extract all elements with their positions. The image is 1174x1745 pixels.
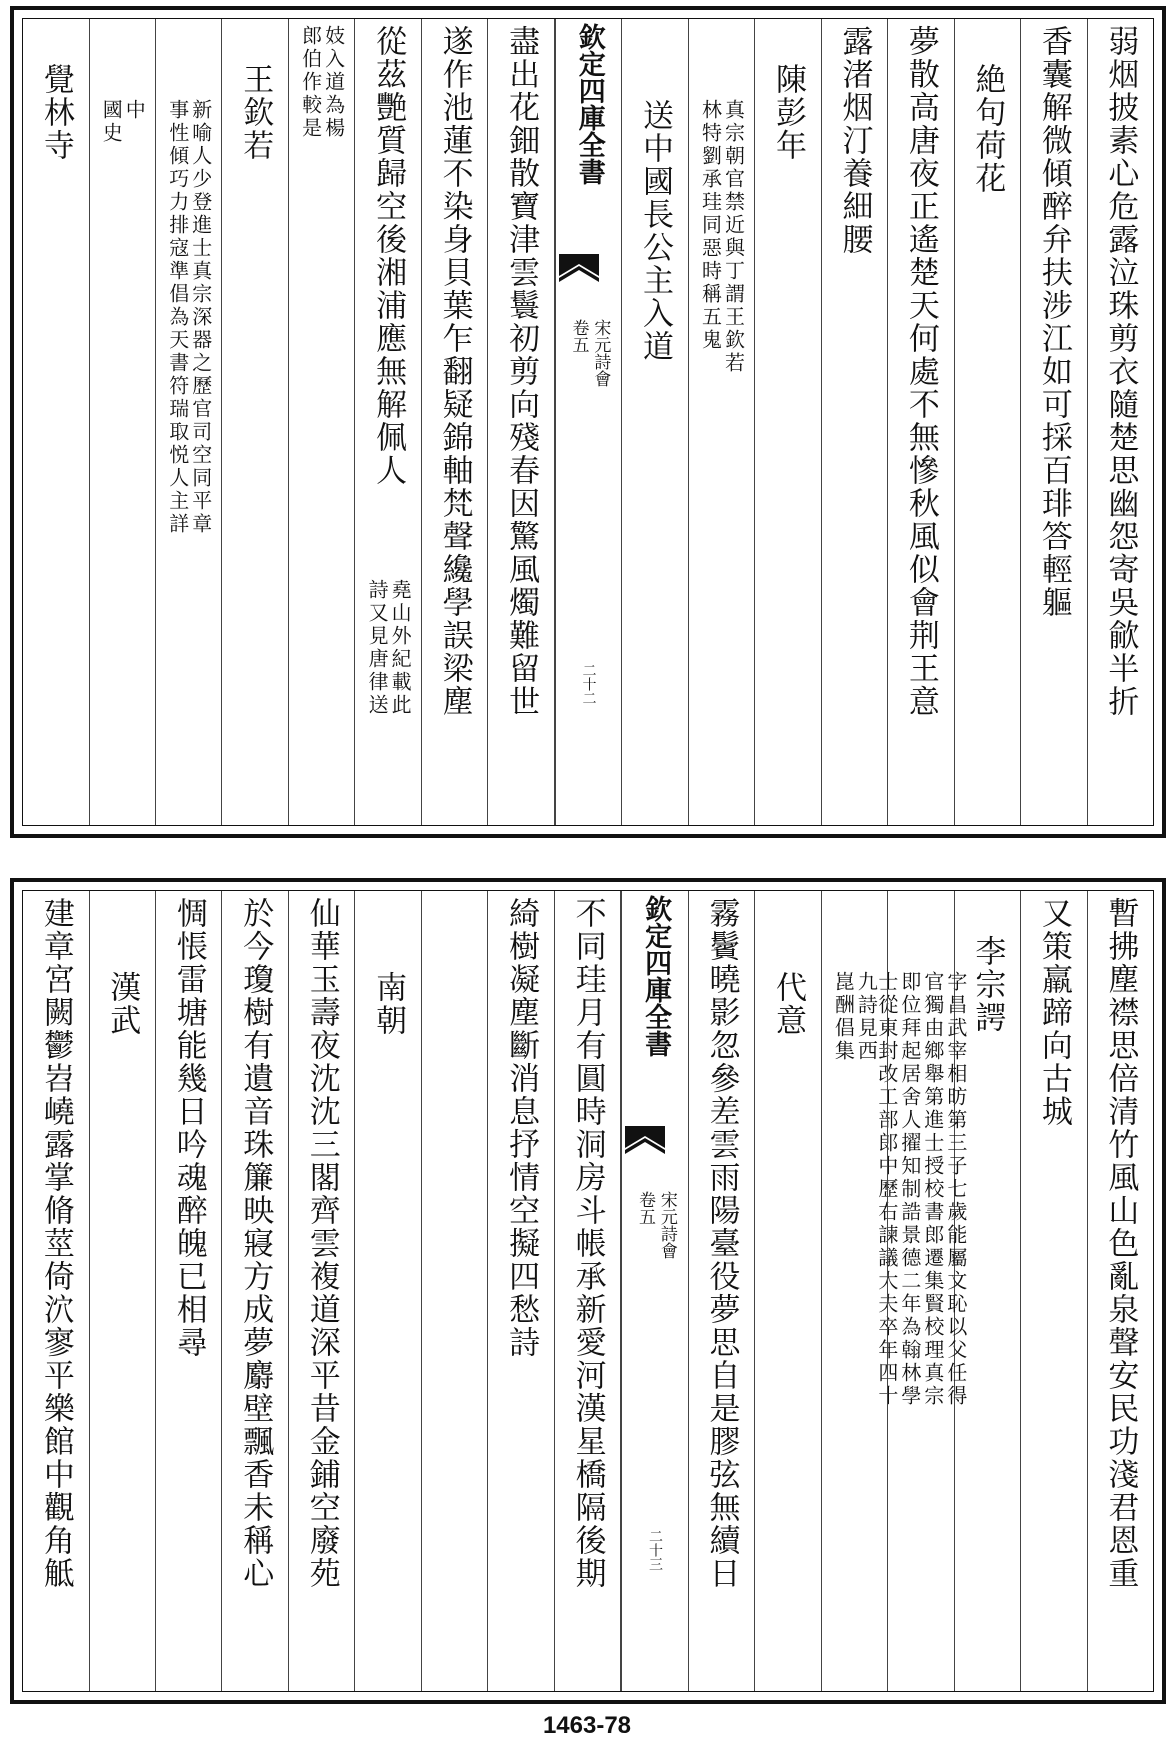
text-column [156, 19, 222, 825]
collection-name: 宋元詩會 [656, 1191, 677, 1259]
verse-line: 霧鬢曉影忽參差雲雨陽臺役夢思自是膠弦無續日 [703, 897, 740, 1590]
text-column [422, 19, 488, 825]
fish-tail-mark [559, 254, 599, 300]
book-title: 欽定四庫全書 [573, 23, 605, 185]
annotation-line: 堯山外紀載此 [388, 579, 413, 717]
text-column [689, 891, 755, 1691]
text-column [90, 891, 156, 1691]
note-line: 國史 [99, 99, 124, 145]
poem-title: 王欽若 [237, 63, 274, 162]
note-line: 九詩見西 [854, 971, 879, 1063]
annotation-line: 詩又見唐律送 [365, 579, 390, 717]
collection-name: 宋元詩會 [590, 319, 611, 387]
page-banner [555, 19, 622, 825]
text-column [1088, 19, 1153, 825]
text-column [888, 19, 954, 825]
text-column [156, 891, 222, 1691]
bottom-columns [23, 891, 1153, 1691]
verse-line: 露渚烟汀養細腰 [836, 25, 873, 256]
text-column [355, 891, 421, 1691]
biography-note [698, 99, 746, 375]
note-line: 事性傾巧力排寇準倡為天書符瑞取悦人主詳 [165, 99, 190, 536]
note-line: 官獨由鄉舉第進士授校書郎遷集賢校理真宗 [920, 971, 945, 1408]
top-page [10, 6, 1166, 838]
text-column [1021, 19, 1087, 825]
text-column [488, 19, 554, 825]
annotation [365, 579, 413, 717]
verse-line: 盡出花鈿散寶津雲鬟初剪向殘春因驚風燭難留世 [503, 25, 540, 718]
text-column [222, 891, 288, 1691]
verse-line: 香囊解微傾醉弁扶涉江如可採百琲答輕軀 [1035, 25, 1072, 619]
verse-line: 夢散高唐夜正遙楚天何處不無慘秋風似會荆王意 [902, 25, 939, 718]
fish-tail-mark [625, 1126, 665, 1172]
book-title: 欽定四庫全書 [640, 895, 672, 1057]
top-columns [23, 19, 1153, 825]
text-column [755, 19, 821, 825]
note-line: 妓入道為楊 [321, 25, 346, 140]
text-column [23, 891, 89, 1691]
poem-title: 李宗諤 [969, 935, 1006, 1034]
poem-title: 代意 [769, 971, 806, 1037]
text-column [488, 891, 554, 1691]
text-column [689, 19, 755, 825]
note-line: 新喻人少登進士真宗深器之歷官司空同平章 [188, 99, 213, 536]
note-line: 中 [122, 99, 147, 122]
text-column [822, 891, 888, 1691]
text-column [289, 19, 355, 825]
note-line: 林特劉承珪同惡時稱五鬼 [698, 99, 723, 352]
biography-note [876, 971, 966, 1408]
text-column [755, 891, 821, 1691]
biography-note [167, 99, 211, 536]
verse-line: 從茲艷質歸空後湘浦應無解佩人 [370, 25, 407, 487]
text-column [822, 19, 888, 825]
volume-label: 卷五 [634, 1191, 655, 1225]
verse-line: 遂作池蓮不染身貝葉乍翻疑錦軸梵聲纔學誤梁塵 [436, 25, 473, 718]
poem-title: 陳彭年 [769, 63, 806, 162]
biography-note [300, 25, 344, 140]
text-column [874, 891, 968, 1691]
verse-line: 弱烟披素心危露泣珠剪衣隨楚思幽怨寄吳歈半折 [1102, 25, 1139, 718]
text-column [90, 19, 156, 825]
verse-line: 仙華玉壽夜沈沈三閣齊雲複道深平昔金鋪空廢苑 [303, 897, 340, 1590]
biography-note [831, 971, 879, 1063]
bottom-page [10, 878, 1166, 1704]
biography-note [99, 99, 147, 145]
poem-title: 南朝 [370, 971, 407, 1037]
text-column [955, 19, 1021, 825]
poem-title: 送中國長公主入道 [637, 99, 674, 363]
page-number: 二十三 [646, 1529, 663, 1571]
poem-title: 絶句荷花 [969, 63, 1006, 195]
text-column [289, 891, 355, 1691]
text-column [622, 19, 688, 825]
text-column [1088, 891, 1153, 1691]
verse-line: 不同珪月有圓時洞房斗帳承新愛河漢星橋隔後期 [569, 897, 606, 1590]
page-number: 二十二 [580, 663, 597, 705]
text-column [422, 891, 488, 1691]
poem-title: 覺林寺 [37, 63, 74, 162]
verse-line: 建章宮闕鬱岧嶢露掌脩莖倚泬寥平樂館中觀角觝 [37, 897, 74, 1590]
note-line: 士從東封改工部郎中歷右諫議大夫卒年四十 [874, 971, 899, 1408]
text-column [1021, 891, 1087, 1691]
verse-line: 暫拂塵襟思倍清竹風山色亂泉聲安民功淺君恩重 [1102, 897, 1139, 1590]
poem-title: 漢武 [104, 971, 141, 1037]
note-line: 郎伯作較是 [298, 25, 323, 140]
verse-line: 於今瓊樹有遺音珠簾映寢方成夢麝壁飄香未稱心 [237, 897, 274, 1590]
note-line: 崑酬倡集 [831, 971, 856, 1063]
text-column [555, 891, 621, 1691]
page-footer: 1463-78 [542, 1712, 632, 1739]
text-column [222, 19, 288, 825]
text-column [23, 19, 89, 825]
verse-line: 綺樹凝塵斷消息抒情空擬四愁詩 [503, 897, 540, 1359]
note-line: 即位拜起居舍人擢知制誥景德二年為翰林學 [897, 971, 922, 1408]
page-banner [621, 891, 688, 1691]
verse-line: 惆悵雷塘能幾日吟魂醉魄已相尋 [170, 897, 207, 1359]
note-line: 真宗朝官禁近與丁謂王欽若 [721, 99, 746, 375]
note-line: 字昌武宰相昉第三子七歲能屬文恥以父任得 [943, 971, 968, 1408]
verse-line: 又策羸蹄向古城 [1035, 897, 1072, 1128]
text-column [355, 19, 421, 825]
volume-label: 卷五 [568, 319, 589, 353]
